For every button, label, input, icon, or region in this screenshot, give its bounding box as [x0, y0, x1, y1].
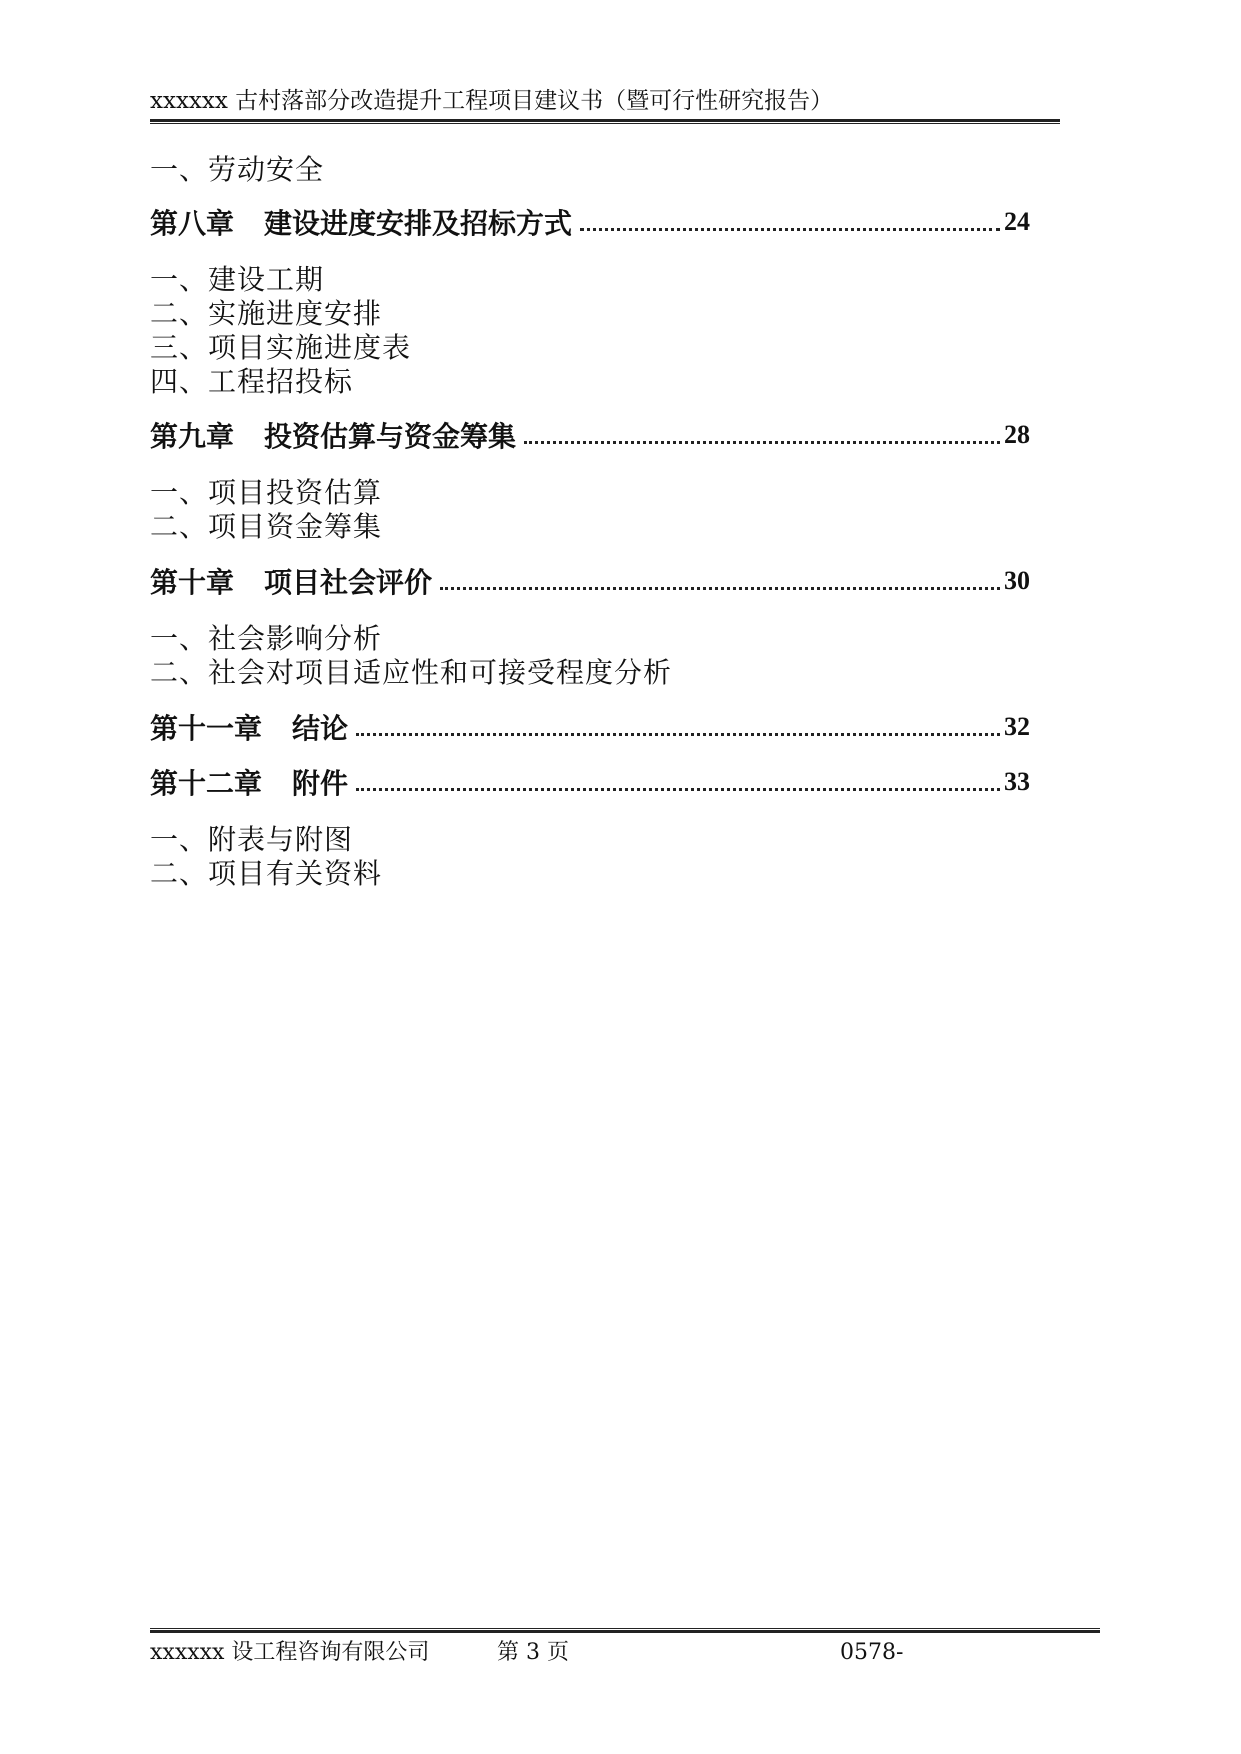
toc-leader-dots — [356, 782, 1000, 791]
toc-chapter-number: 第十一章 — [150, 712, 263, 745]
toc-section-label: 一、建设工期 — [150, 263, 325, 296]
toc-page-number: 30 — [1004, 566, 1030, 595]
toc-section-label: 四、工程招投标 — [150, 365, 354, 398]
toc-section-label: 三、项目实施进度表 — [150, 331, 412, 364]
toc-section-label: 二、实施进度安排 — [150, 297, 383, 330]
toc-page-number: 32 — [1004, 712, 1030, 741]
toc-section-social-adaptability[interactable] — [150, 651, 1030, 691]
toc-section-fund-raising[interactable] — [150, 505, 1030, 545]
footer-page-number: 第 3 页 — [497, 1640, 569, 1665]
toc-section-labor-safety[interactable] — [150, 148, 1030, 188]
toc-chapter-number: 第十二章 — [150, 767, 263, 800]
toc-section-label: 二、社会对项目适应性和可接受程度分析 — [150, 656, 673, 689]
toc-chapter-12[interactable] — [150, 762, 1030, 802]
toc-page-number: 28 — [1004, 420, 1030, 449]
toc-leader-dots — [356, 727, 1000, 736]
toc-leader-dots — [524, 435, 1000, 444]
toc-chapter-9[interactable] — [150, 415, 1030, 455]
toc-chapter-title: 结论 — [292, 712, 349, 745]
toc-leader-dots — [440, 581, 1000, 590]
toc-section-bidding[interactable] — [150, 360, 1030, 400]
toc-section-label: 一、社会影响分析 — [150, 622, 383, 655]
toc-section-label: 一、项目投资估算 — [150, 476, 383, 509]
toc-page-number: 24 — [1004, 207, 1030, 236]
footer-company: xxxxxx 设工程咨询有限公司 — [150, 1640, 430, 1665]
toc-section-label: 一、劳动安全 — [150, 153, 325, 186]
toc-page-number: 33 — [1004, 767, 1030, 796]
toc-chapter-number: 第九章 — [150, 420, 235, 453]
toc-section-label: 二、项目资金筹集 — [150, 510, 383, 543]
toc-section-related-materials[interactable] — [150, 852, 1030, 892]
header-divider — [150, 119, 1060, 124]
toc-chapter-title: 项目社会评价 — [264, 566, 433, 599]
footer-phone: 0578- — [840, 1640, 904, 1665]
toc-chapter-title: 附件 — [292, 767, 349, 800]
toc-section-label: 一、附表与附图 — [150, 823, 354, 856]
toc-chapter-11[interactable] — [150, 707, 1030, 747]
toc-chapter-title: 投资估算与资金筹集 — [264, 420, 517, 453]
toc-section-label: 二、项目有关资料 — [150, 857, 383, 890]
toc-chapter-number: 第十章 — [150, 566, 235, 599]
toc-leader-dots — [580, 222, 1000, 231]
toc-chapter-8[interactable] — [150, 202, 1030, 242]
footer-divider — [150, 1628, 1100, 1633]
toc-chapter-10[interactable] — [150, 561, 1030, 601]
toc-chapter-number: 第八章 — [150, 207, 235, 240]
toc-chapter-title: 建设进度安排及招标方式 — [264, 207, 573, 240]
page-header-title: xxxxxx 古村落部分改造提升工程项目建议书（暨可行性研究报告） — [150, 88, 834, 114]
